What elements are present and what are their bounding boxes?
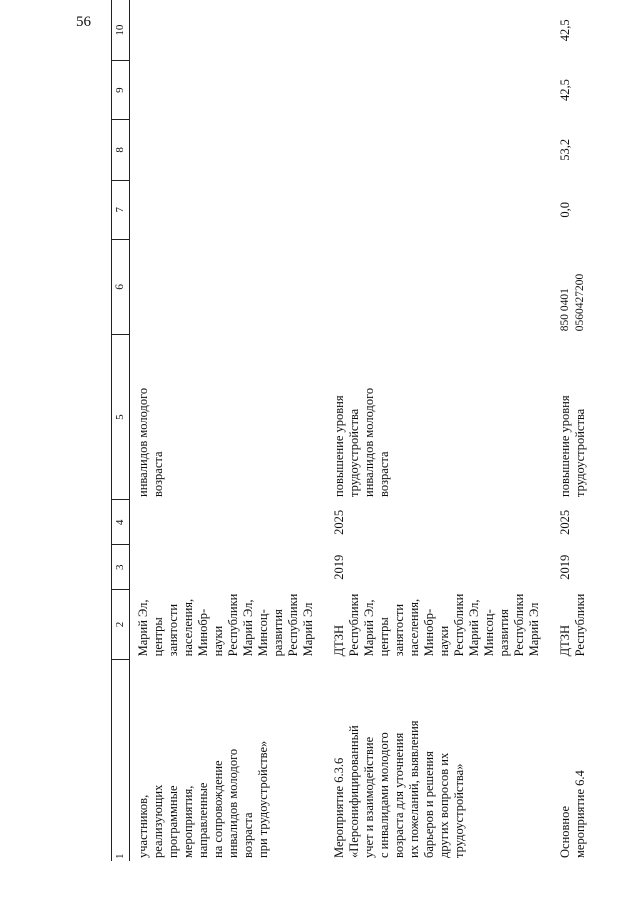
column-header-1: 1: [112, 659, 130, 861]
cell-value-2022: [130, 0, 319, 61]
cell-measure-name: Основное мероприятие 6.4: [558, 770, 587, 858]
column-header-8: 8: [112, 120, 130, 181]
column-header-10: 10: [112, 0, 130, 61]
cell-measure-name: Мероприятие 6.3.6 «Персонифицированный учет и взаимодействие с инвалидами молодого возраста для уточнения их пожеланий, выявления барьеров и решения других вопросов их трудоустройства»: [332, 720, 466, 858]
cell-start-year: 2019: [558, 554, 572, 580]
cell-value-2019: [130, 180, 319, 239]
page-number: 56: [76, 14, 91, 30]
cell-value-2022: [318, 0, 544, 61]
column-header-2: 2: [112, 590, 130, 660]
cell-value-2019: 0,0: [558, 201, 572, 218]
cell-start-year: [130, 545, 319, 590]
cell-measure-name: участников, реализующих программные мероприятия, направленные на сопровождение инвалидов молодого возраста при трудоустройстве»: [136, 740, 270, 858]
cell-value-2021: [318, 61, 544, 120]
cell-value-2020: 53,2: [558, 138, 572, 161]
column-header-4: 4: [112, 500, 130, 545]
program-table: [111, 0, 590, 861]
table-row: [130, 0, 319, 861]
table-row: [544, 0, 590, 861]
cell-budget-code: [130, 239, 319, 334]
cell-value-2020: [318, 120, 544, 181]
cell-executor: ДТЗН Республики Марий Эл, центры занятости населения, Минобр- науки Республики Марий Эл, Минсоц- развития Республики Марий Эл: [332, 593, 541, 657]
cell-executor: ДТЗН Республики: [558, 593, 587, 657]
cell-value-2019: [318, 180, 544, 239]
cell-value-2020: [130, 120, 319, 181]
cell-expected-result: повышение уровня трудоустройства: [558, 395, 587, 497]
cell-end-year: [130, 500, 319, 545]
cell-end-year: 2025: [558, 509, 572, 535]
cell-expected-result: инвалидов молодого возраста: [136, 387, 165, 497]
cell-expected-result: повышение уровня трудоустройства инвалидов молодого возраста: [332, 387, 391, 497]
cell-end-year: 2025: [332, 509, 346, 535]
cell-budget-code: [318, 239, 544, 334]
column-header-3: 3: [112, 545, 130, 590]
cell-value-2021: 42,5: [558, 79, 572, 102]
cell-executor: Марий Эл, центры занятости населения, Минобр- науки Республики Марий Эл, Минсоц- развития Республики Марий Эл: [136, 593, 315, 657]
cell-start-year: 2019: [332, 554, 346, 580]
cell-value-2021: [130, 61, 319, 120]
column-header-6: 6: [112, 239, 130, 334]
column-header-7: 7: [112, 180, 130, 239]
cell-value-2022: 42,5: [558, 19, 572, 42]
column-header-9: 9: [112, 61, 130, 120]
header-row: [112, 0, 130, 861]
cell-budget-code: 850 0401 0560427200: [559, 273, 586, 332]
column-header-5: 5: [112, 334, 130, 500]
table-row: [318, 0, 544, 861]
